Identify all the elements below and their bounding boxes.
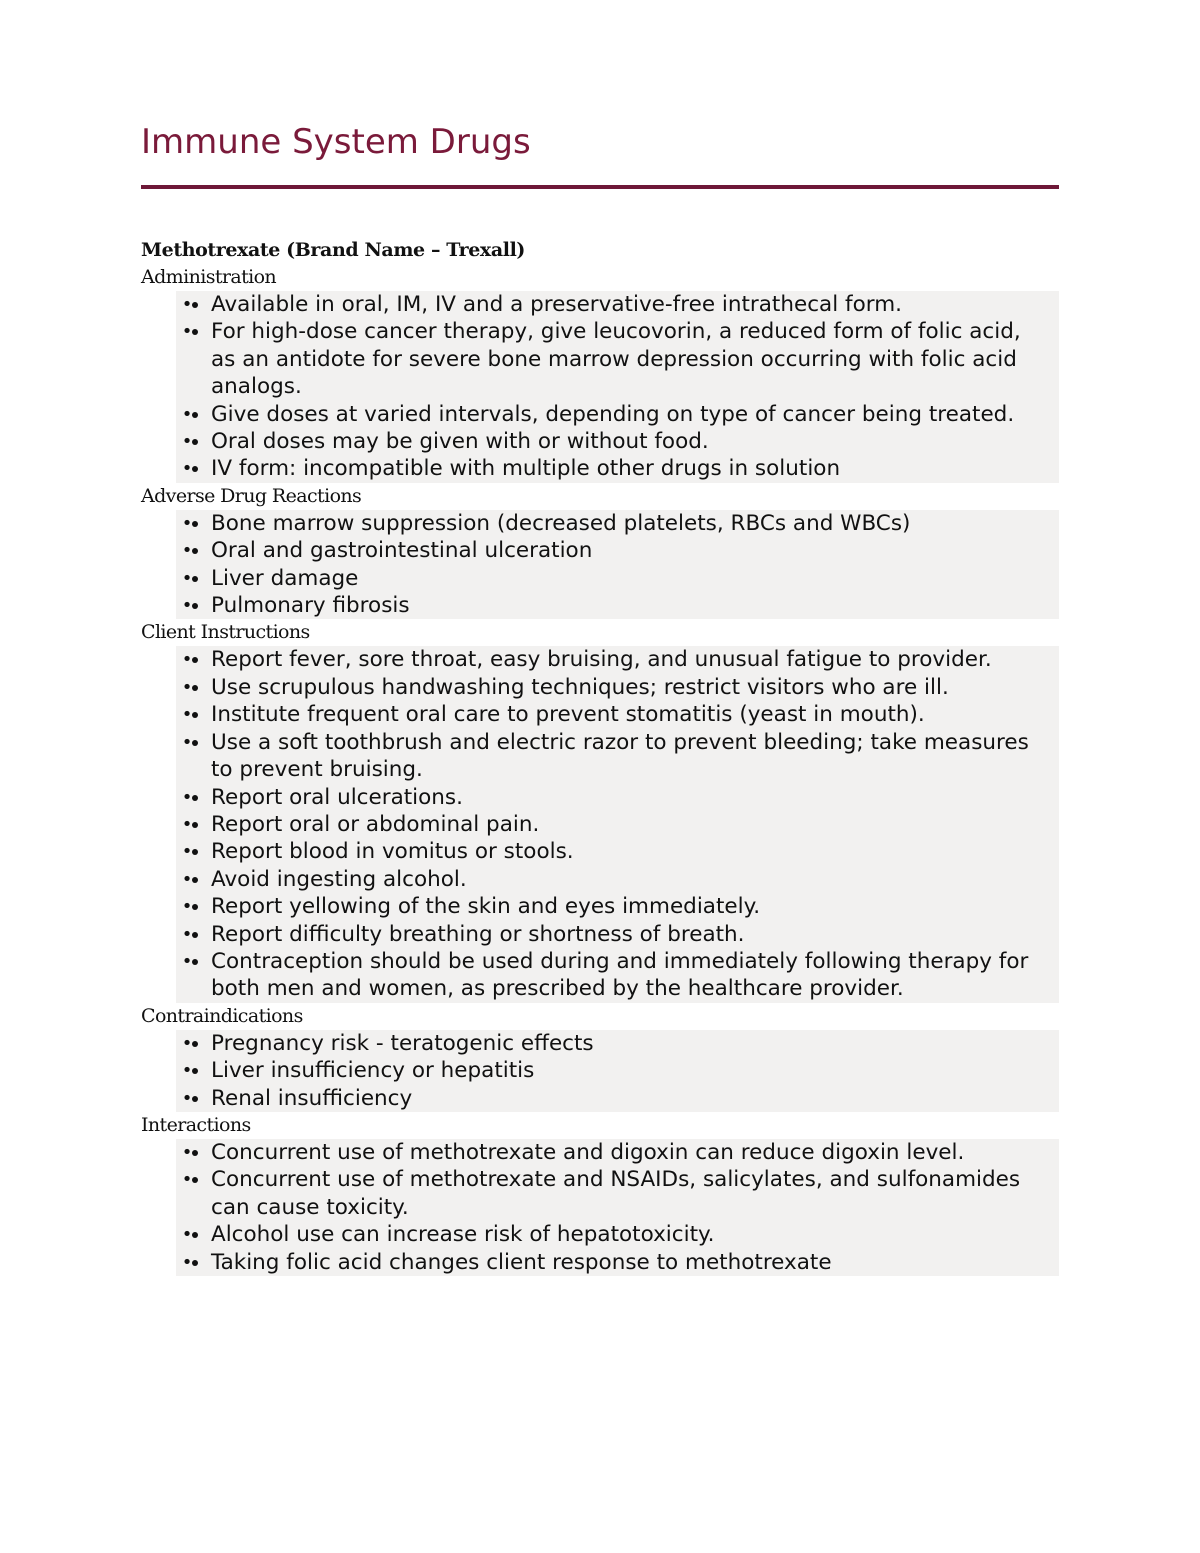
bullet-icon: • • bbox=[181, 1224, 193, 1246]
list-item-text: Institute frequent oral care to prevent stomatitis (yeast in mouth). bbox=[211, 702, 925, 728]
shaded-list-block bbox=[176, 1139, 1059, 1276]
section-label: Adverse Drug Reactions bbox=[141, 484, 362, 507]
bullet-icon: • • bbox=[181, 1087, 193, 1109]
list-item-text: IV form: incompatible with multiple other drugs in solution bbox=[211, 456, 841, 482]
shaded-list-block bbox=[176, 510, 1059, 620]
list-item-text: Avoid ingesting alcohol. bbox=[211, 866, 467, 892]
bullet-icon: • • bbox=[181, 1169, 193, 1191]
list-item-text: Concurrent use of methotrexate and NSAIDs, salicylates, and sulfonamides can cause toxicity. bbox=[211, 1167, 1021, 1220]
section-label: Interactions bbox=[141, 1113, 251, 1136]
list-item-text: Report fever, sore throat, easy bruising, and unusual fatigue to provider. bbox=[211, 647, 992, 673]
section-label: Client Instructions bbox=[141, 621, 310, 644]
bullet-icon: • • bbox=[181, 1251, 193, 1273]
bullet-icon: • • bbox=[181, 512, 193, 534]
drug-sections bbox=[141, 264, 1059, 1276]
list-item-text: Oral and gastrointestinal ulceration bbox=[211, 538, 593, 564]
list-item bbox=[181, 537, 1051, 564]
list-item bbox=[181, 592, 1051, 619]
list-item-text: Taking folic acid changes client response to methotrexate bbox=[211, 1249, 832, 1275]
bullet-icon: • • bbox=[181, 540, 193, 562]
section-interactions bbox=[141, 1112, 1059, 1276]
bullet-icon: • • bbox=[181, 567, 193, 589]
list-item-text: Report oral ulcerations. bbox=[211, 784, 463, 810]
list-item-text: Report oral or abdominal pain. bbox=[211, 811, 540, 837]
document-body bbox=[141, 236, 1059, 1276]
list-item-text: Liver insufficiency or hepatitis bbox=[211, 1058, 535, 1084]
list-item bbox=[181, 428, 1051, 455]
bullet-icon: • • bbox=[181, 431, 193, 453]
bullet-icon: • • bbox=[181, 649, 193, 671]
list-item bbox=[181, 510, 1051, 537]
list-item bbox=[181, 784, 1051, 811]
section-adverse-drug-reactions bbox=[141, 483, 1059, 620]
shaded-list-block bbox=[176, 1030, 1059, 1112]
bullet-icon: • • bbox=[181, 704, 193, 726]
list-item bbox=[181, 565, 1051, 592]
bullet-icon: • • bbox=[181, 1060, 193, 1082]
list-item-text: Oral doses may be given with or without food. bbox=[211, 429, 709, 455]
list-item-text: Liver damage bbox=[211, 565, 359, 591]
list-item bbox=[181, 1166, 1051, 1221]
list-item bbox=[181, 291, 1051, 318]
section-client-instructions bbox=[141, 619, 1059, 1002]
bullet-icon: • • bbox=[181, 896, 193, 918]
section-contraindications bbox=[141, 1003, 1059, 1112]
bullet-icon: • • bbox=[181, 403, 193, 425]
bullet-icon: • • bbox=[181, 321, 193, 343]
list-item bbox=[181, 1030, 1051, 1057]
bullet-icon: • • bbox=[181, 676, 193, 698]
bullet-icon: • • bbox=[181, 786, 193, 808]
list-item bbox=[181, 401, 1051, 428]
bullet-list bbox=[141, 1139, 1059, 1276]
drug-heading: Methotrexate (Brand Name – Trexall) bbox=[141, 239, 525, 261]
shaded-list-block bbox=[176, 291, 1059, 483]
list-item-text: Contraception should be used during and immediately following therapy for both men and women, as prescribed by the healthcare provider. bbox=[211, 948, 1029, 1002]
section-administration bbox=[141, 264, 1059, 483]
list-item bbox=[181, 948, 1051, 1003]
list-item bbox=[181, 1057, 1051, 1084]
bullet-list bbox=[141, 291, 1059, 483]
bullet-icon: • • bbox=[181, 923, 193, 945]
list-item bbox=[181, 838, 1051, 865]
bullet-icon: • • bbox=[181, 1032, 193, 1054]
list-item-text: Report difficulty breathing or shortness of breath. bbox=[211, 921, 745, 947]
bullet-icon: • • bbox=[181, 950, 193, 972]
bullet-icon: • • bbox=[181, 458, 193, 480]
list-item bbox=[181, 811, 1051, 838]
list-item-text: Give doses at varied intervals, depending on type of cancer being treated. bbox=[211, 401, 1015, 427]
shaded-list-block bbox=[176, 646, 1059, 1002]
document-title: Immune System Drugs bbox=[141, 122, 531, 162]
list-item-text: Bone marrow suppression (decreased platelets, RBCs and WBCs) bbox=[211, 510, 911, 536]
bullet-icon: • • bbox=[181, 595, 193, 617]
bullet-list bbox=[141, 510, 1059, 620]
list-item bbox=[181, 701, 1051, 728]
list-item bbox=[181, 318, 1051, 400]
bullet-icon: • • bbox=[181, 294, 193, 315]
list-item-text: For high-dose cancer therapy, give leucovorin, a reduced form of folic acid, as an antidote for severe bone marrow depression occurring with folic acid analogs. bbox=[211, 319, 1021, 400]
list-item bbox=[181, 674, 1051, 701]
list-item-text: Pulmonary fibrosis bbox=[211, 593, 410, 619]
bullet-list bbox=[141, 1030, 1059, 1112]
list-item-text: Use scrupulous handwashing techniques; restrict visitors who are ill. bbox=[211, 674, 949, 700]
bullet-list bbox=[141, 646, 1059, 1002]
bullet-icon: • • bbox=[181, 841, 193, 863]
list-item-text: Available in oral, IM, IV and a preservative-free intrathecal form. bbox=[211, 292, 902, 317]
list-item bbox=[181, 893, 1051, 920]
list-item bbox=[181, 1139, 1051, 1166]
list-item-text: Report yellowing of the skin and eyes immediately. bbox=[211, 894, 761, 920]
title-divider bbox=[141, 185, 1059, 189]
list-item bbox=[181, 921, 1051, 948]
list-item bbox=[181, 866, 1051, 893]
list-item bbox=[181, 646, 1051, 673]
list-item-text: Use a soft toothbrush and electric razor to prevent bleeding; take measures to prevent bruising. bbox=[211, 729, 1029, 783]
bullet-icon: • • bbox=[181, 813, 193, 835]
list-item-text: Report blood in vomitus or stools. bbox=[211, 839, 574, 865]
list-item bbox=[181, 1221, 1051, 1248]
list-item bbox=[181, 1249, 1051, 1276]
bullet-icon: • • bbox=[181, 1141, 193, 1163]
list-item-text: Concurrent use of methotrexate and digoxin can reduce digoxin level. bbox=[211, 1139, 965, 1165]
section-label: Contraindications bbox=[141, 1004, 303, 1027]
bullet-icon: • • bbox=[181, 731, 193, 753]
list-item bbox=[181, 455, 1051, 482]
section-label: Administration bbox=[141, 266, 277, 288]
list-item-text: Pregnancy risk - teratogenic effects bbox=[211, 1030, 594, 1056]
list-item-text: Alcohol use can increase risk of hepatotoxicity. bbox=[211, 1222, 715, 1248]
bullet-icon: • • bbox=[181, 868, 193, 890]
list-item bbox=[181, 729, 1051, 784]
list-item-text: Renal insufficiency bbox=[211, 1085, 413, 1111]
list-item bbox=[181, 1085, 1051, 1112]
